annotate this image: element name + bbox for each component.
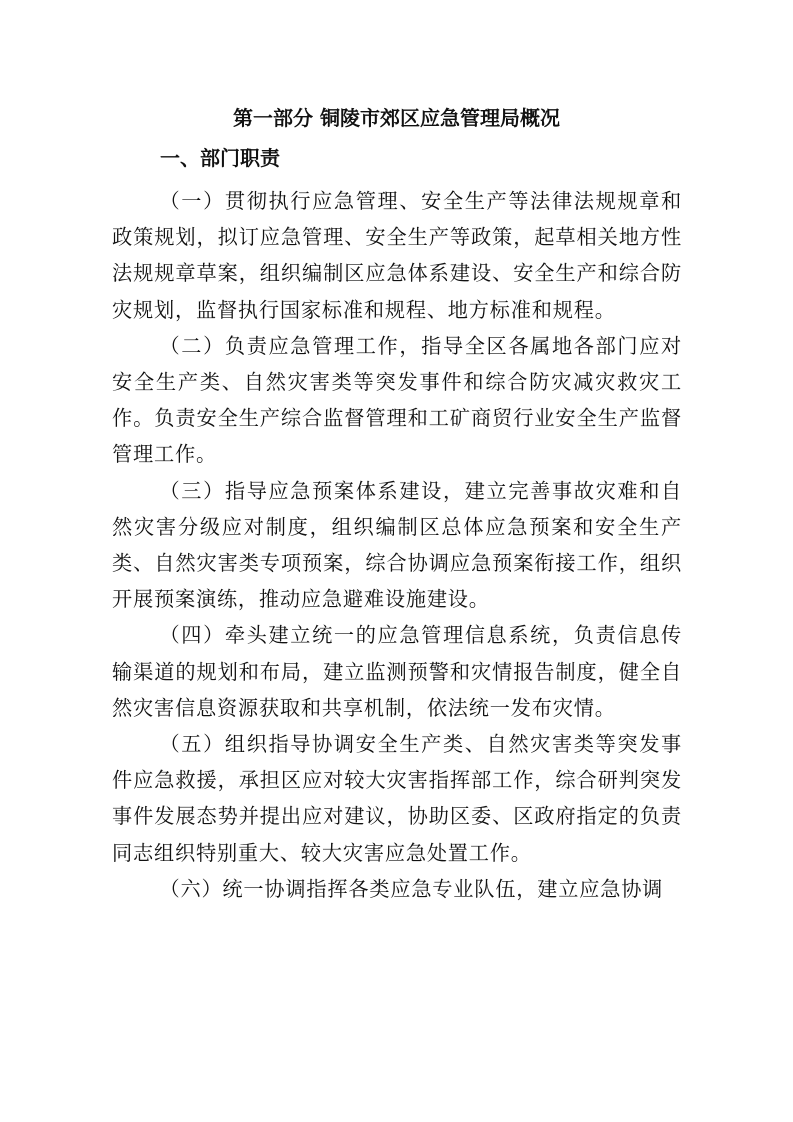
section-heading: 一、部门职责 [160, 146, 280, 170]
paragraph-3: （三）指导应急预案体系建设，建立完善事故灾难和自然灾害分级应对制度，组织编制区总体应急预案和安全生产类、自然灾害类专项预案，综合协调应急预案衔接工作，组织开展预案演练，推动应急避难设施建设。 [112, 478, 682, 612]
paragraph-2: （二）负责应急管理工作，指导全区各属地各部门应对安全生产类、自然灾害类等突发事件和综合防灾减灾救灾工作。负责安全生产综合监督管理和工矿商贸行业安全生产监督管理工作。 [112, 333, 682, 467]
page-title: 第一部分 铜陵市郊区应急管理局概况 [233, 106, 560, 130]
paragraph-4: （四）牵头建立统一的应急管理信息系统，负责信息传输渠道的规划和布局，建立监测预警和灾情报告制度，健全自然灾害信息资源获取和共享机制，依法统一发布灾情。 [112, 623, 682, 720]
paragraph-1: （一）贯彻执行应急管理、安全生产等法律法规规章和政策规划，拟订应急管理、安全生产等政策，起草相关地方性法规规章草案，组织编制区应急体系建设、安全生产和综合防灾规划，监督执行国家标准和规程、地方标准和规程。 [112, 189, 682, 322]
paragraph-5: （五）组织指导协调安全生产类、自然灾害类等突发事件应急救援，承担区应对较大灾害指挥部工作，综合研判突发事件发展态势并提出应对建议，协助区委、区政府指定的负责同志组织特别重大、较大灾害应急处置工作。 [112, 732, 682, 865]
document-body [112, 183, 682, 907]
paragraph-6: （六）统一协调指挥各类应急专业队伍，建立应急协调 [159, 876, 664, 901]
